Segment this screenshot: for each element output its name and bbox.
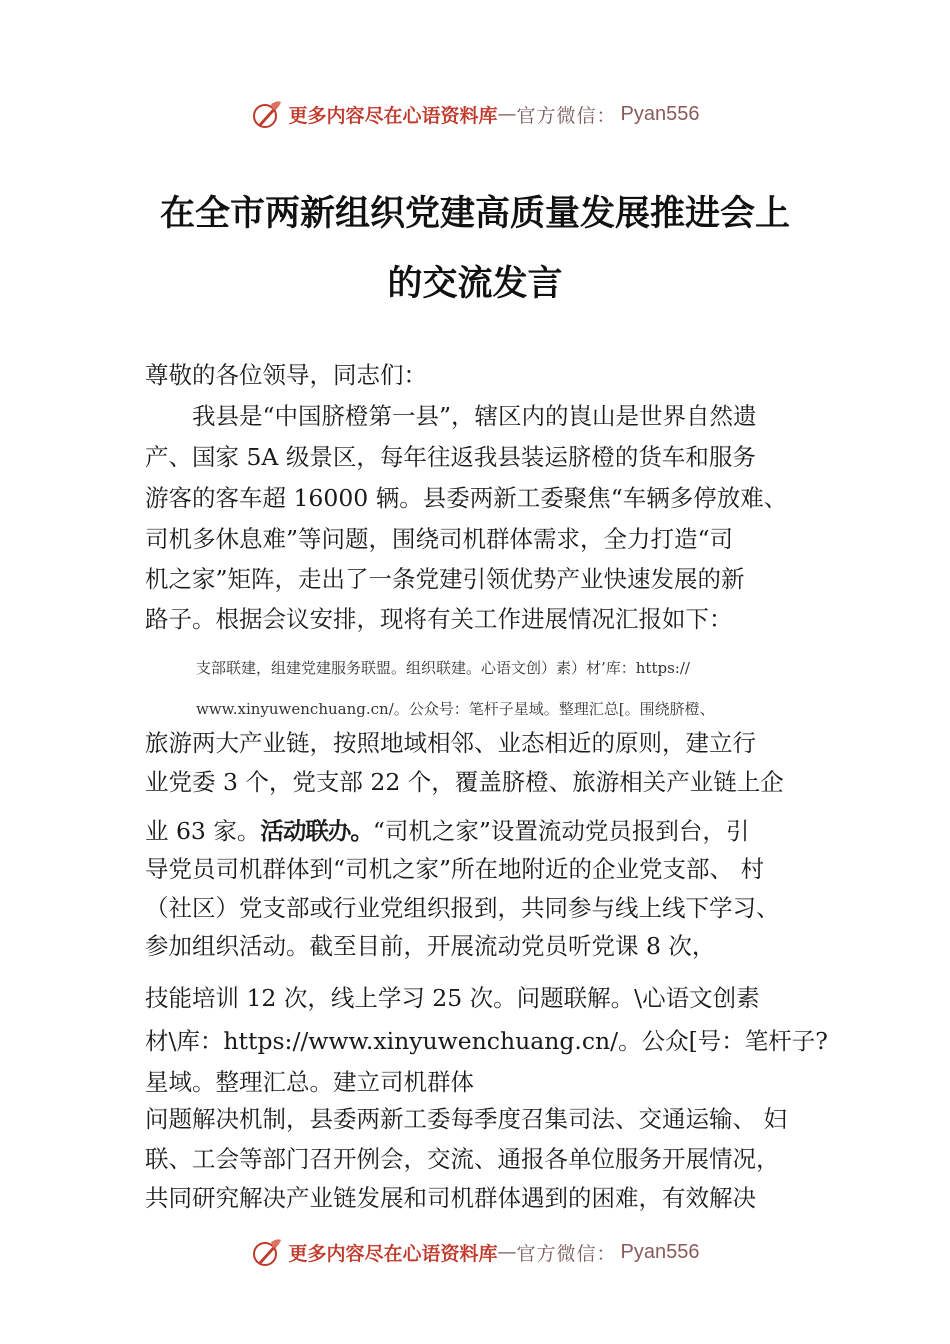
paragraph-line: 参加组织活动。截至目前，开展流动党员听党课 8 次， xyxy=(145,932,716,960)
footer-banner xyxy=(0,1232,950,1272)
paragraph-line: 技能培训 12 次，线上学习 25 次。问题联解。\心语文创素 xyxy=(145,984,760,1012)
banner-wechat-label: 官方微信： xyxy=(516,1242,617,1265)
paragraph-line: 星域。整理汇总。建立司机群体 xyxy=(145,1068,474,1096)
paragraph-line: 材\库：https://www.xinyuwenchuang.cn/。公众[号：笔杆子? xyxy=(145,1027,828,1055)
paragraph-line: 旅游两大产业链，按照地域相邻、业态相近的原则，建立行 xyxy=(145,729,756,757)
document-title-line2: 的交流发言 xyxy=(387,263,563,304)
banner-wechat-account: Pyan556 xyxy=(620,102,700,125)
paragraph-line: 共同研究解决产业链发展和司机群体遇到的困难，有效解决 xyxy=(145,1184,756,1212)
paragraph-line: 我县是“中国脐橙第一县”，辖区内的崀山是世界自然遗 xyxy=(145,402,757,430)
banner-wechat-account: Pyan556 xyxy=(620,1240,700,1263)
paragraph-line: 产、国家 5A 级景区，每年往返我县装运脐橙的货车和服务 xyxy=(145,443,756,471)
paragraph-line: 游客的客车超 16000 辆。县委两新工委聚焦“车辆多停放难、 xyxy=(145,484,788,512)
banner-dash: — xyxy=(497,103,517,125)
banner-dash: — xyxy=(497,1241,517,1263)
small-note-line: www.xinyuwenchuang.cn/。公众号：笔杆子星域。整理汇总[。围绕脐橙、 xyxy=(196,700,715,718)
section-heading-inline: 活动联办。 xyxy=(260,817,373,845)
quill-pen-icon xyxy=(251,1236,283,1268)
paragraph-line: 导党员司机群体到“司机之家”所在地附近的企业党支部、 村 xyxy=(145,855,764,883)
salutation: 尊敬的各位领导，同志们： xyxy=(145,361,427,389)
paragraph-line: 路子。根据会议安排，现将有关工作进展情况汇报如下： xyxy=(145,605,733,633)
banner-promo-text: 更多内容尽在心语资料库 xyxy=(288,1242,498,1265)
paragraph-line: 联、工会等部门召开例会，交流、通报各单位服务开展情况， xyxy=(145,1145,780,1173)
paragraph-line: 问题解决机制，县委两新工委每季度召集司法、交通运输、 妇 xyxy=(145,1105,787,1133)
small-note-line: 支部联建，组建党建服务联盟。组织联建。心语文创）素）材’库：https:// xyxy=(196,659,690,677)
text-run: 业 63 家。 xyxy=(145,817,261,845)
paragraph-line-mixed xyxy=(145,817,750,845)
banner-wechat-label: 官方微信： xyxy=(516,104,617,127)
text-run: “司机之家”设置流动党员报到台，引 xyxy=(372,817,750,845)
paragraph-line: 机之家”矩阵，走出了一条党建引领优势产业快速发展的新 xyxy=(145,565,745,593)
paragraph-line: 业党委 3 个，党支部 22 个，覆盖脐橙、旅游相关产业链上企 xyxy=(145,768,784,796)
quill-pen-icon xyxy=(251,98,283,130)
paragraph-line: 司机多休息难”等问题，围绕司机群体需求，全力打造“司 xyxy=(145,525,734,553)
banner-promo-text: 更多内容尽在心语资料库 xyxy=(288,104,498,127)
paragraph-line: （社区）党支部或行业党组织报到，共同参与线上线下学习、 xyxy=(145,894,780,922)
header-banner xyxy=(0,94,950,134)
document-title-line1: 在全市两新组织党建高质量发展推进会上 xyxy=(159,193,790,234)
